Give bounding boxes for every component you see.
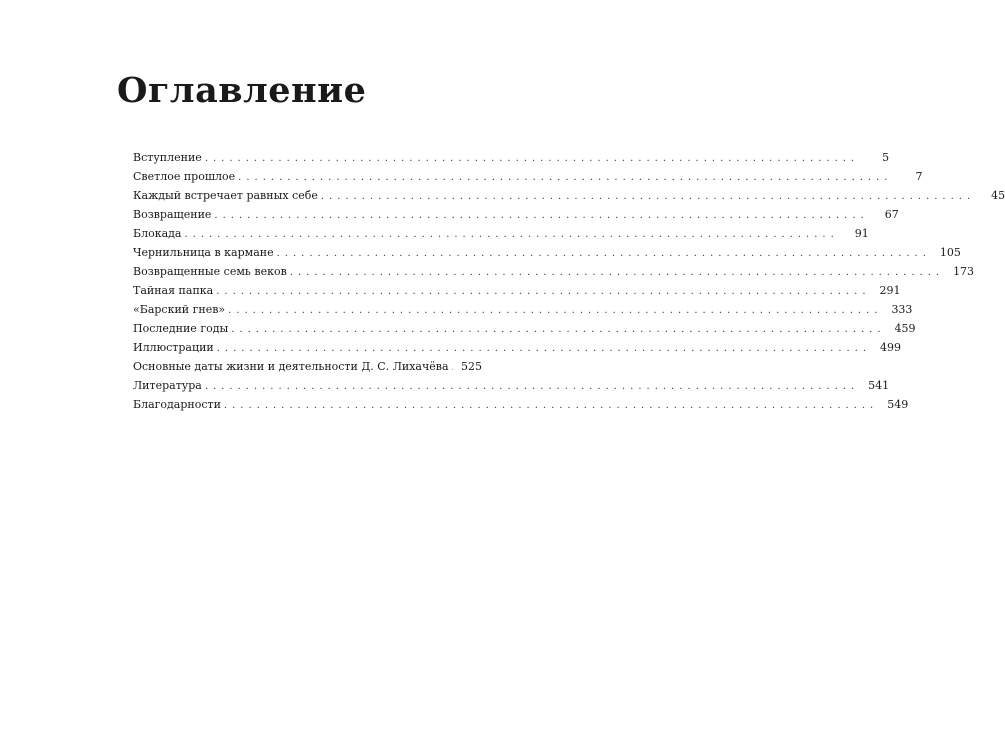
- leader-dots: ................................................................................: [276, 248, 931, 259]
- toc-entry-page: 459: [894, 322, 916, 335]
- toc-entry-page: 173: [953, 265, 975, 278]
- toc-entry-page: 499: [880, 341, 902, 354]
- toc-entry-page: 91: [854, 227, 869, 240]
- toc-entry-title: Каждый встречает равных себе: [133, 189, 318, 202]
- toc-entry-title: Чернильница в кармане: [133, 246, 274, 259]
- toc-entry-title: Возвращение: [133, 208, 212, 221]
- toc-entry[interactable]: [133, 148, 890, 167]
- toc-entry[interactable]: [133, 357, 482, 376]
- toc-entry-page: 541: [868, 379, 890, 392]
- table-of-contents: [133, 148, 1005, 414]
- toc-entry[interactable]: [133, 186, 1005, 205]
- toc-entry-page: 45: [991, 189, 1005, 202]
- toc-entry-page: 105: [939, 246, 961, 259]
- toc-entry-title: Основные даты жизни и деятельности Д. С. Лихачёва: [133, 360, 449, 373]
- toc-entry[interactable]: [133, 395, 909, 414]
- leader-dots: ................................................................................: [184, 229, 839, 240]
- toc-entry-page: 549: [887, 398, 909, 411]
- leader-dots: ................................................................................: [231, 324, 886, 335]
- toc-entry-page: 5: [882, 151, 890, 164]
- toc-entry[interactable]: [133, 205, 899, 224]
- toc-entry[interactable]: [133, 376, 890, 395]
- toc-entry-title: Тайная папка: [133, 284, 214, 297]
- toc-entry-title: Иллюстрации: [133, 341, 214, 354]
- toc-entry-title: Вступление: [133, 151, 202, 164]
- toc-entry-page: 333: [891, 303, 913, 316]
- leader-dots: ................................................................................: [238, 172, 893, 183]
- toc-entry[interactable]: [133, 262, 975, 281]
- toc-entry-page: 7: [915, 170, 923, 183]
- toc-entry[interactable]: [133, 319, 916, 338]
- leader-dots: ................................................................................: [223, 400, 879, 411]
- toc-entry[interactable]: [133, 300, 913, 319]
- toc-entry-title: Светлое прошлое: [133, 170, 236, 183]
- leader-dots: ................................................................................: [204, 153, 860, 164]
- toc-entry[interactable]: [133, 243, 961, 262]
- toc-entry-page: 291: [879, 284, 901, 297]
- toc-entry-title: Благодарности: [133, 398, 221, 411]
- page-title: Оглавление: [117, 70, 367, 111]
- toc-entry-title: Последние годы: [133, 322, 229, 335]
- toc-entry-title: Литература: [133, 379, 202, 392]
- toc-entry-page: 525: [461, 360, 482, 373]
- toc-entry-title: «Барский гнев»: [133, 303, 226, 316]
- toc-entry-page: 67: [884, 208, 899, 221]
- leader-dots: ................................................................................: [214, 210, 869, 221]
- toc-entry[interactable]: [133, 281, 901, 300]
- leader-dots: ................................................................................: [289, 267, 945, 278]
- toc-entry[interactable]: [133, 224, 869, 243]
- toc-entry[interactable]: [133, 338, 902, 357]
- toc-entry[interactable]: [133, 167, 923, 186]
- toc-entry-title: Блокада: [133, 227, 182, 240]
- leader-dots: ................................................................................: [320, 191, 976, 202]
- leader-dots: ................................................................................: [228, 305, 883, 316]
- leader-dots: ................................................................................: [216, 343, 872, 354]
- leader-dots: ................................................................................: [204, 381, 860, 392]
- toc-entry-title: Возвращенные семь веков: [133, 265, 287, 278]
- leader-dots: ................................................................................: [216, 286, 871, 297]
